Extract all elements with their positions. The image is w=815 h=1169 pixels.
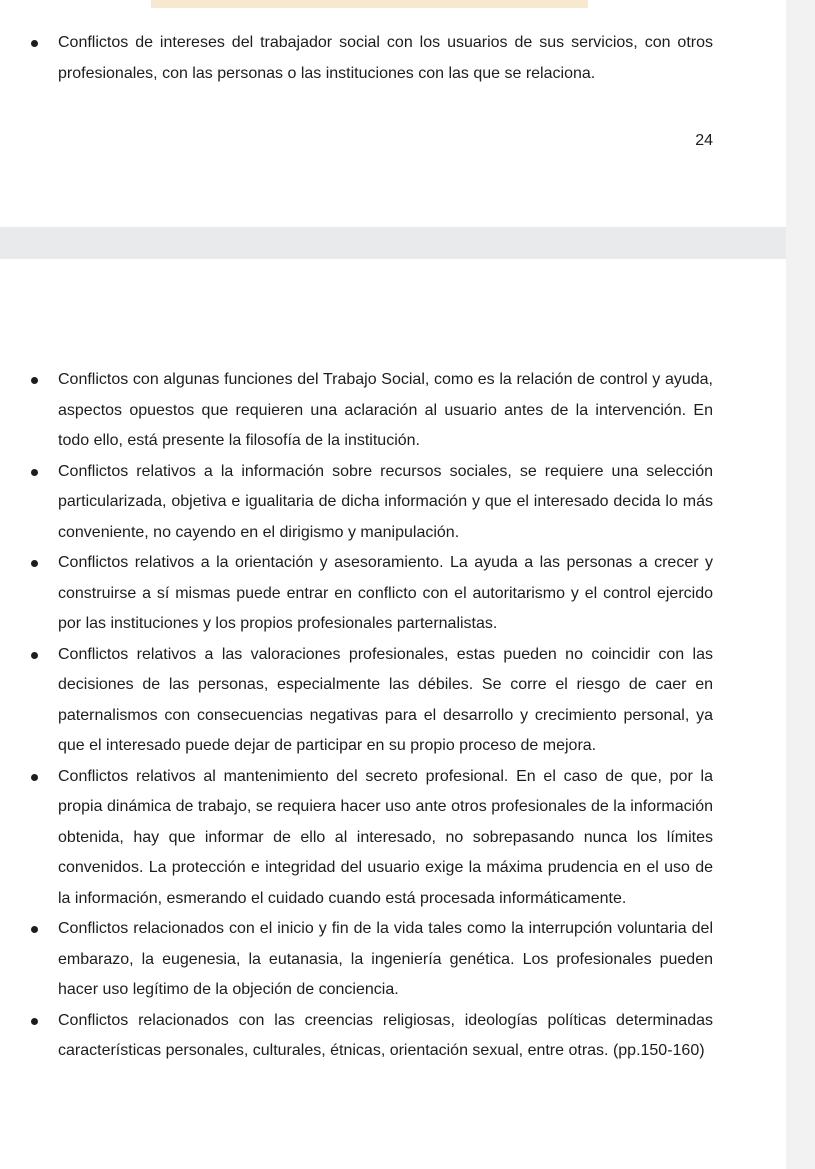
page-25: [0, 259, 786, 1169]
list-item-text: Conflictos relativos al mantenimiento del secreto profesional. En el caso de que, por la propia dinámica de trabajo, se requiera hacer uso ante otros profesionales de la información obtenida, hay que informar de ello al interesado, no sobrepasando nunca los límites convenidos. La protección e integridad del usuario exige la máxima prudencia en el uso de la información, esmerando el cuidado cuando está procesada informáticamente.: [58, 767, 713, 907]
bullet-list: [0, 365, 786, 1067]
list-item-text: Conflictos relacionados con el inicio y fin de la vida tales como la interrupción voluntaria del embarazo, la eugenesia, la eutanasia, la ingeniería genética. Los profesionales pueden hacer uso legítimo de la objeción de conciencia.: [58, 920, 713, 998]
list-item-text: Conflictos relativos a la orientación y asesoramiento. La ayuda a las personas a crecer y construirse a sí mismas puede entrar en conflicto con el autoritarismo y el control ejercido por las instituciones y los propios profesionales parternalistas.: [58, 554, 713, 632]
page-24: [0, 0, 786, 227]
list-item-text: Conflictos relacionados con las creencias religiosas, ideologías políticas determinadas características personales, culturales, étnicas, orientación sexual, entre otras. (pp.150-160): [58, 1011, 713, 1059]
bullet-icon: [31, 926, 38, 933]
list-item: [0, 365, 786, 457]
scrollbar-track[interactable]: [786, 0, 815, 1169]
list-item-text: Conflictos de intereses del trabajador social con los usuarios de sus servicios, con otros profesionales, con las personas o las instituciones con las que se relaciona.: [58, 34, 713, 82]
list-item: [0, 548, 786, 640]
bullet-list: [0, 28, 786, 89]
bullet-icon: [31, 560, 38, 567]
bullet-icon: [31, 774, 38, 781]
list-item: [0, 762, 786, 915]
list-item-text: Conflictos relativos a la información sobre recursos sociales, se requiere una selección particularizada, objetiva e igualitaria de dicha información y que el interesado decida lo más conveniente, no cayendo en el dirigismo y manipulación.: [58, 462, 713, 541]
list-item: [0, 640, 786, 762]
list-item: [0, 1006, 786, 1067]
list-item: [0, 914, 786, 1006]
page-number: 24: [695, 132, 713, 149]
list-item: [0, 457, 786, 549]
list-item: [0, 28, 786, 89]
bullet-icon: [31, 377, 38, 384]
bullet-icon: [31, 652, 38, 659]
list-item-text: Conflictos con algunas funciones del Trabajo Social, como es la relación de control y ayuda, aspectos opuestos que requieren una aclaración al usuario antes de la intervención. En todo ello, está presente la filosofía de la institución.: [58, 371, 713, 449]
bullet-icon: [31, 1018, 38, 1025]
bullet-icon: [31, 469, 38, 476]
bullet-icon: [31, 40, 38, 47]
text-highlight: [151, 0, 588, 8]
list-item-text: Conflictos relativos a las valoraciones profesionales, estas pueden no coincidir con las decisiones de las personas, especialmente las débiles. Se corre el riesgo de caer en paternalismos con consecuencias negativas para el desarrollo y crecimiento personal, ya que el interesado puede dejar de participar en su propio proceso de mejora.: [58, 645, 713, 754]
